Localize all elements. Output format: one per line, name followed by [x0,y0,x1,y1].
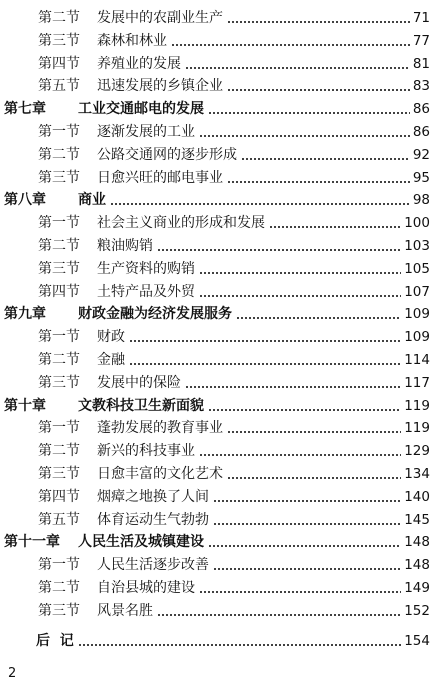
toc-entry-title: 土特产品及外贸 [97,283,195,300]
toc-entry-title: 财政金融为经济发展服务 [78,306,232,323]
toc-section-row [0,511,436,534]
toc-entry-title: 粮油购销 [97,237,153,254]
toc-entry-number: 第三节 [38,602,80,619]
toc-entry-title: 日愈兴旺的邮电事业 [97,169,223,186]
toc-entry-page: 109 [404,306,430,323]
table-of-contents [0,9,436,654]
toc-entry-number: 第三节 [38,465,80,482]
toc-entry-page: 92 [412,146,430,163]
toc-entry-number: 第七章 [4,101,46,118]
toc-entry-page: 119 [404,420,430,437]
toc-chapter-row [0,533,436,556]
toc-entry-page: 103 [404,237,430,254]
dot-leader [227,89,410,91]
toc-entry-page: 152 [404,602,430,619]
toc-entry-page: 140 [404,488,430,505]
toc-entry-title: 自治县城的建设 [97,579,195,596]
toc-entry-page: 148 [404,534,430,551]
dot-leader [199,272,401,274]
toc-entry-number: 第八章 [4,192,46,209]
toc-entry-title: 日愈丰富的文化艺术 [97,465,223,482]
dot-leader [157,614,401,616]
toc-entry-page: 77 [412,32,430,49]
dot-leader [171,44,410,46]
dot-leader [199,295,401,297]
dot-leader [78,644,401,646]
dot-leader [208,409,401,411]
toc-entry-title: 人民生活及城镇建设 [78,534,204,551]
toc-entry-title: 逐渐发展的工业 [97,123,195,140]
toc-entry-number: 第三节 [38,374,80,391]
dot-leader [227,477,401,479]
toc-entry-page: 134 [404,465,430,482]
toc-entry-title: 金融 [97,351,125,368]
toc-entry-page: 105 [404,260,430,277]
toc-entry-page: 129 [404,443,430,460]
toc-entry-page: 114 [404,351,430,368]
toc-section-row [0,328,436,351]
toc-entry-number: 第二节 [38,579,80,596]
dot-leader [199,591,401,593]
dot-leader [185,67,410,69]
toc-entry-number: 第一节 [38,329,80,346]
toc-entry-title: 生产资料的购销 [97,260,195,277]
toc-entry-page: 100 [404,215,430,232]
toc-section-row [0,55,436,78]
toc-entry-number: 第一节 [38,557,80,574]
toc-section-row [0,32,436,55]
dot-leader [241,158,410,160]
toc-entry-page: 98 [412,192,430,209]
dot-leader [227,21,410,23]
toc-entry-title: 发展中的农副业生产 [97,10,223,26]
toc-entry-number: 第四节 [38,488,80,505]
page-number: 2 [8,666,17,681]
toc-section-row [0,556,436,579]
toc-entry-number: 第五节 [38,78,80,95]
toc-entry-title: 风景名胜 [97,602,153,619]
toc-entry-page: 109 [404,329,430,346]
toc-entry-title: 文教科技卫生新面貌 [78,397,204,414]
toc-entry-page: 95 [412,169,430,186]
dot-leader [157,249,401,251]
toc-section-row [0,283,436,306]
toc-entry-number: 第五节 [38,511,80,528]
toc-section-row [0,419,436,442]
toc-entry-title: 森林和林业 [97,32,167,49]
toc-entry-title: 发展中的保险 [97,374,181,391]
toc-entry-number: 第九章 [4,306,46,323]
toc-entry-page: 117 [404,374,430,391]
toc-entry-title: 迅速发展的乡镇企业 [97,78,223,95]
toc-section-row [0,146,436,169]
toc-entry-page: 81 [412,55,430,72]
toc-entry-title: 人民生活逐步改善 [97,557,209,574]
toc-entry-number: 第二节 [38,351,80,368]
dot-leader [213,568,401,570]
toc-entry-number: 第十一章 [4,534,60,551]
toc-entry-number: 后 记 [36,632,74,649]
toc-entry-number: 第四节 [38,55,80,72]
toc-section-row [0,77,436,100]
toc-entry-page: 119 [404,397,430,414]
toc-section-row [0,465,436,488]
toc-entry-number: 第一节 [38,123,80,140]
dot-leader [110,203,410,205]
dot-leader [213,500,401,502]
toc-entry-number: 第一节 [38,215,80,232]
toc-entry-page: 86 [412,123,430,140]
toc-chapter-row [0,191,436,214]
toc-section-row [0,123,436,146]
toc-entry-page: 83 [412,78,430,95]
toc-entry-number: 第一节 [38,420,80,437]
toc-section-row [0,260,436,283]
toc-entry-number: 第三节 [38,32,80,49]
toc-entry-title: 烟瘴之地换了人间 [97,488,209,505]
dot-leader [199,454,401,456]
toc-entry-title: 新兴的科技事业 [97,443,195,460]
toc-entry-number: 第二节 [38,443,80,460]
toc-chapter-row [0,397,436,420]
toc-section-row [0,374,436,397]
toc-entry-page: 86 [412,101,430,118]
toc-entry-page: 107 [404,283,430,300]
dot-leader [227,431,401,433]
toc-entry-page: 154 [404,632,430,649]
toc-entry-number: 第三节 [38,169,80,186]
toc-section-row [0,351,436,374]
toc-entry-title: 公路交通网的逐步形成 [97,146,237,163]
toc-section-row [0,602,436,625]
dot-leader [269,226,401,228]
toc-entry-page: 71 [412,10,430,26]
dot-leader [227,181,410,183]
toc-section-row [0,442,436,465]
toc-entry-number: 第四节 [38,283,80,300]
dot-leader [208,112,410,114]
toc-entry-page: 145 [404,511,430,528]
dot-leader [213,523,401,525]
toc-entry-title: 财政 [97,329,125,346]
toc-entry-title: 工业交通邮电的发展 [78,101,204,118]
toc-entry-number: 第二节 [38,146,80,163]
toc-entry-page: 149 [404,579,430,596]
toc-entry-title: 体育运动生气勃勃 [97,511,209,528]
toc-entry-title: 社会主义商业的形成和发展 [97,215,265,232]
toc-section-row [0,214,436,237]
toc-afterword-row [0,632,436,655]
toc-entry-number: 第三节 [38,260,80,277]
toc-entry-number: 第二节 [38,10,80,26]
toc-entry-title: 养殖业的发展 [97,55,181,72]
dot-leader [208,545,401,547]
toc-chapter-row [0,100,436,123]
toc-chapter-row [0,305,436,328]
toc-section-row [0,579,436,602]
toc-entry-title: 蓬勃发展的教育事业 [97,420,223,437]
toc-section-row [0,237,436,260]
toc-entry-number: 第十章 [4,397,46,414]
toc-section-row [0,169,436,192]
dot-leader [129,363,401,365]
toc-entry-number: 第二节 [38,237,80,254]
dot-leader [199,135,410,137]
toc-section-row [0,488,436,511]
toc-section-row [0,9,436,32]
dot-leader [185,386,401,388]
toc-entry-page: 148 [404,557,430,574]
toc-entry-title: 商业 [78,192,106,209]
dot-leader [129,340,401,342]
dot-leader [236,317,401,319]
